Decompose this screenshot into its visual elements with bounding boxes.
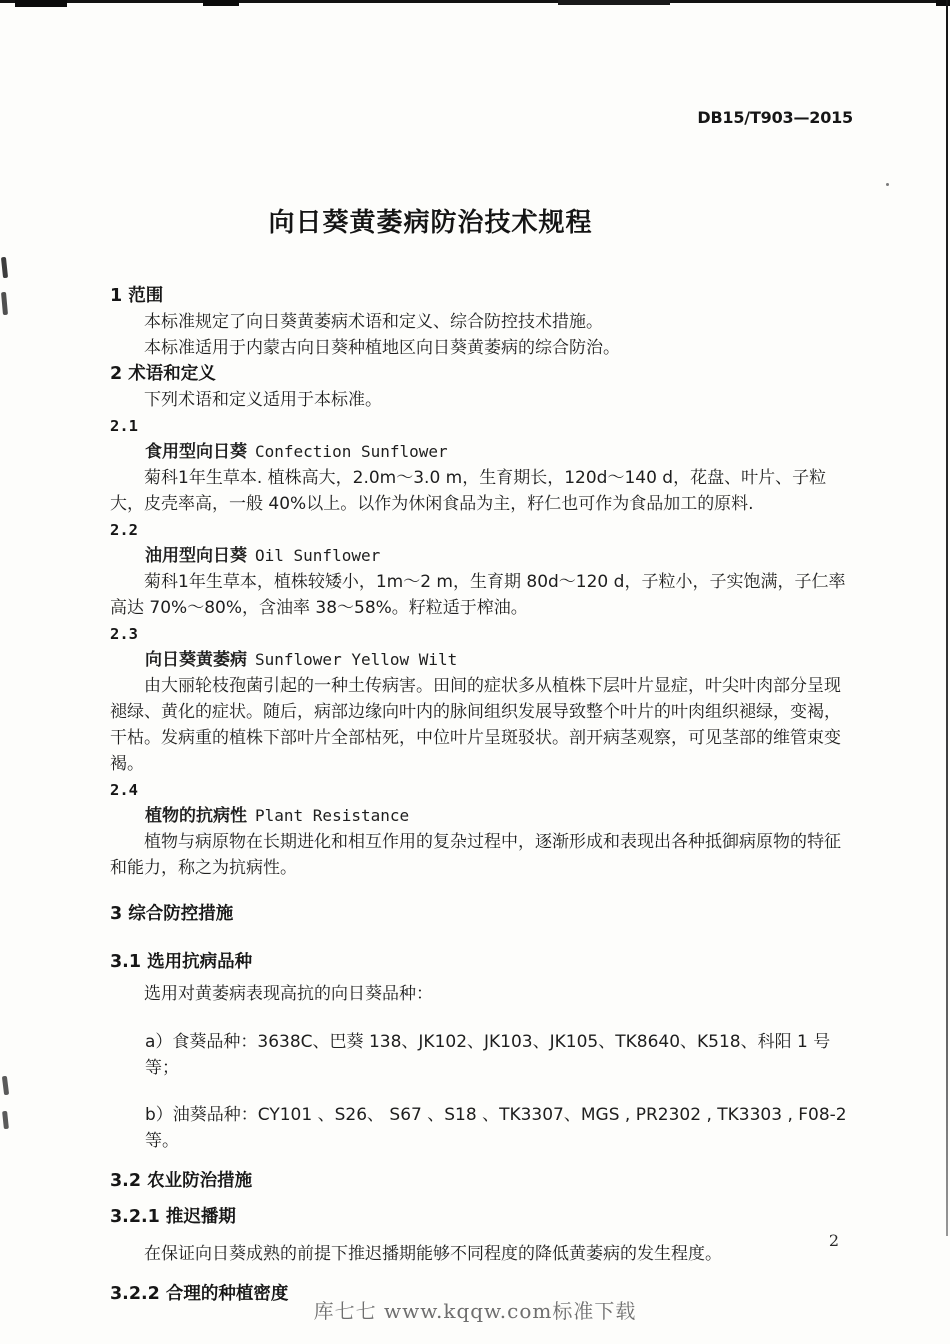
term-heading <box>110 803 855 829</box>
terms-intro: 下列术语和定义适用于本标准。 <box>144 390 382 410</box>
term-number: 2.1 <box>110 417 138 435</box>
scope-paragraph-2: 本标准适用于内蒙古向日葵种植地区向日葵黄萎病的综合防治。 <box>144 338 620 358</box>
term-definition: 由大丽轮枝孢菌引起的一种土传病害。田间的症状多从植株下层叶片显症，叶尖叶肉部分呈现褪绿、黄化的症状。随后，病部边缘向叶内的脉间组织发展导致整个叶片的叶肉组织褪绿，变褐，干枯。发病重的植株下部叶片全部枯死，中位叶片呈斑驳状。剖开病茎观察，可见茎部的维管束变褐。 <box>110 676 841 774</box>
resistant-varieties-intro: 选用对黄萎病表现高抗的向日葵品种： <box>144 984 433 1004</box>
term-heading <box>110 647 855 673</box>
page-number: 2 <box>828 1231 840 1250</box>
section-3-2-2-heading: 3.2.2 合理的种植密度 <box>110 1284 289 1304</box>
term-definition: 菊科1年生草本. 植株高大，2.0m～3.0 m，生育期长，120d～140 d，花盘、叶片、子粒大，皮壳率高，一般 40%以上。以作为休闲食品为主，籽仁也可作为食品加工的原料. <box>110 468 827 514</box>
section-3-2-heading: 3.2 农业防治措施 <box>110 1171 253 1191</box>
section-3-2-1-heading: 3.2.1 推迟播期 <box>110 1207 236 1227</box>
term-heading <box>110 439 855 465</box>
doc-title: 向日葵黄萎病防治技术规程 <box>268 208 593 238</box>
term-zh-name: 油用型向日葵 <box>145 546 247 566</box>
scope-paragraph-1: 本标准规定了向日葵黄萎病术语和定义、综合防控技术措施。 <box>144 312 603 332</box>
term-zh-name: 向日葵黄萎病 <box>145 650 247 670</box>
term-definition: 植物与病原物在长期进化和相互作用的复杂过程中，逐渐形成和表现出各种抵御病原物的特征和能力，称之为抗病性。 <box>110 832 841 878</box>
term-en-name: Confection Sunflower <box>255 442 448 461</box>
term-number: 2.4 <box>110 781 138 799</box>
term-definition: 菊科1年生草本，植株较矮小，1m～2 m，生育期 80d～120 d，子粒小，子实饱满，子仁率高达 70%～80%，含油率 38～58%。籽粒适于榨油。 <box>110 572 846 618</box>
section-3-heading: 3 综合防控措施 <box>110 904 234 924</box>
list-item-a: a）食葵品种：3638C、巴葵 138、JK102、JK103、JK105、TK8640、K518、科阳 1 号等； <box>145 1032 831 1078</box>
delay-sowing-paragraph: 在保证向日葵成熟的前提下推迟播期能够不同程度的降低黄萎病的发生程度。 <box>144 1244 722 1264</box>
term-en-name: Oil Sunflower <box>255 546 381 565</box>
term-heading <box>110 543 855 569</box>
term-en-name: Sunflower Yellow Wilt <box>255 650 458 669</box>
list-item-b: b）油葵品种：CY101 、S26、 S67 、S18 、TK3307、MGS , PR2302 , TK3303 , F08-2 等。 <box>145 1105 847 1151</box>
term-zh-name: 食用型向日葵 <box>145 442 247 462</box>
term-number: 2.2 <box>110 521 138 539</box>
term-zh-name: 植物的抗病性 <box>145 806 247 826</box>
section-1-heading: 1 范围 <box>110 286 164 306</box>
section-2-heading: 2 术语和定义 <box>110 364 216 384</box>
doc-code: DB15/T903—2015 <box>697 108 853 127</box>
term-en-name: Plant Resistance <box>255 806 410 825</box>
section-3-1-heading: 3.1 选用抗病品种 <box>110 952 253 972</box>
term-number: 2.3 <box>110 625 138 643</box>
footer-watermark: 库七七 www.kqqw.com标准下载 <box>313 1299 637 1323</box>
